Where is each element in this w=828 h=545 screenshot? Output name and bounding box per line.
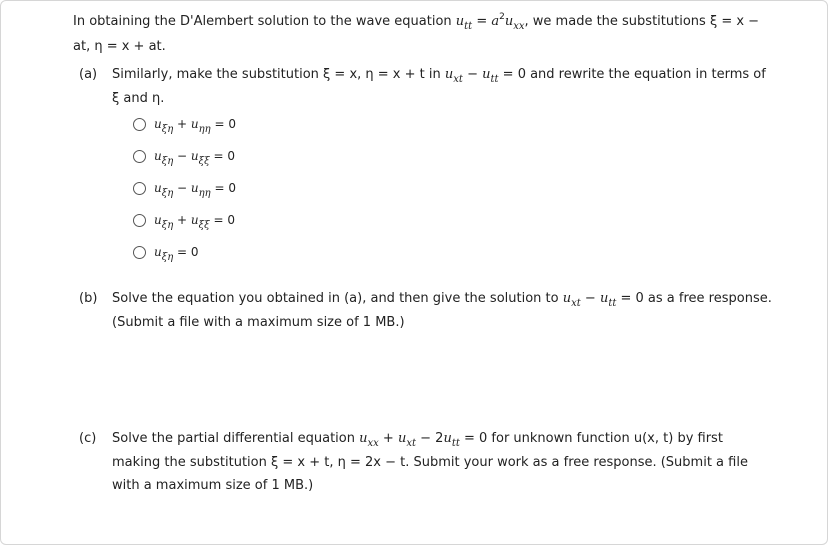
option-4[interactable]: $u_{\xi\eta} + u_{\xi\xi} = 0$ [133, 211, 235, 229]
part-a-prompt: Similarly, make the substitution ξ = x, η = x + t in $u_{xt} - u_{tt} = 0$ and rewrite the equation in terms of ξ and η. [112, 67, 766, 106]
intro-line-2: at, η = x + at. [73, 39, 166, 54]
option-5[interactable]: $u_{\xi\eta} = 0$ [133, 243, 199, 261]
radio-option-5[interactable] [133, 246, 146, 259]
radio-option-1[interactable] [133, 118, 146, 131]
part-c [79, 427, 748, 493]
radio-option-4[interactable] [133, 214, 146, 227]
part-a-label: (a) [79, 67, 98, 82]
radio-option-3[interactable] [133, 182, 146, 195]
radio-option-2[interactable] [133, 150, 146, 163]
intro-text [73, 10, 793, 58]
part-c-label: (c) [79, 431, 97, 446]
option-1[interactable]: $u_{\xi\eta} + u_{\eta\eta} = 0$ [133, 115, 236, 133]
part-b [79, 287, 772, 330]
part-b-label: (b) [79, 291, 98, 306]
option-3[interactable]: $u_{\xi\eta} - u_{\eta\eta} = 0$ [133, 179, 236, 197]
option-2[interactable]: $u_{\xi\eta} - u_{\xi\xi} = 0$ [133, 147, 235, 165]
intro-line-1: In obtaining the D'Alembert solution to the wave equation $u_{tt} = a^2u_{xx}$, we made the substitutions ξ = x − [73, 12, 760, 32]
part-c-prompt: Solve the partial differential equation $u_{xx} + u_{xt} - 2u_{tt} = 0$ for unknown function u(x, t) by first making the substitution ξ = x + t, η = 2x − t. Submit your work as a free response. (Submit a file with a maximum size of 1 MB.) [112, 431, 748, 493]
part-a [79, 63, 766, 106]
part-b-prompt: Solve the equation you obtained in (a), and then give the solution to $u_{xt} - u_{tt} = 0$ as a free response. (Submit a file with a maximum size of 1 MB.) [112, 291, 772, 330]
